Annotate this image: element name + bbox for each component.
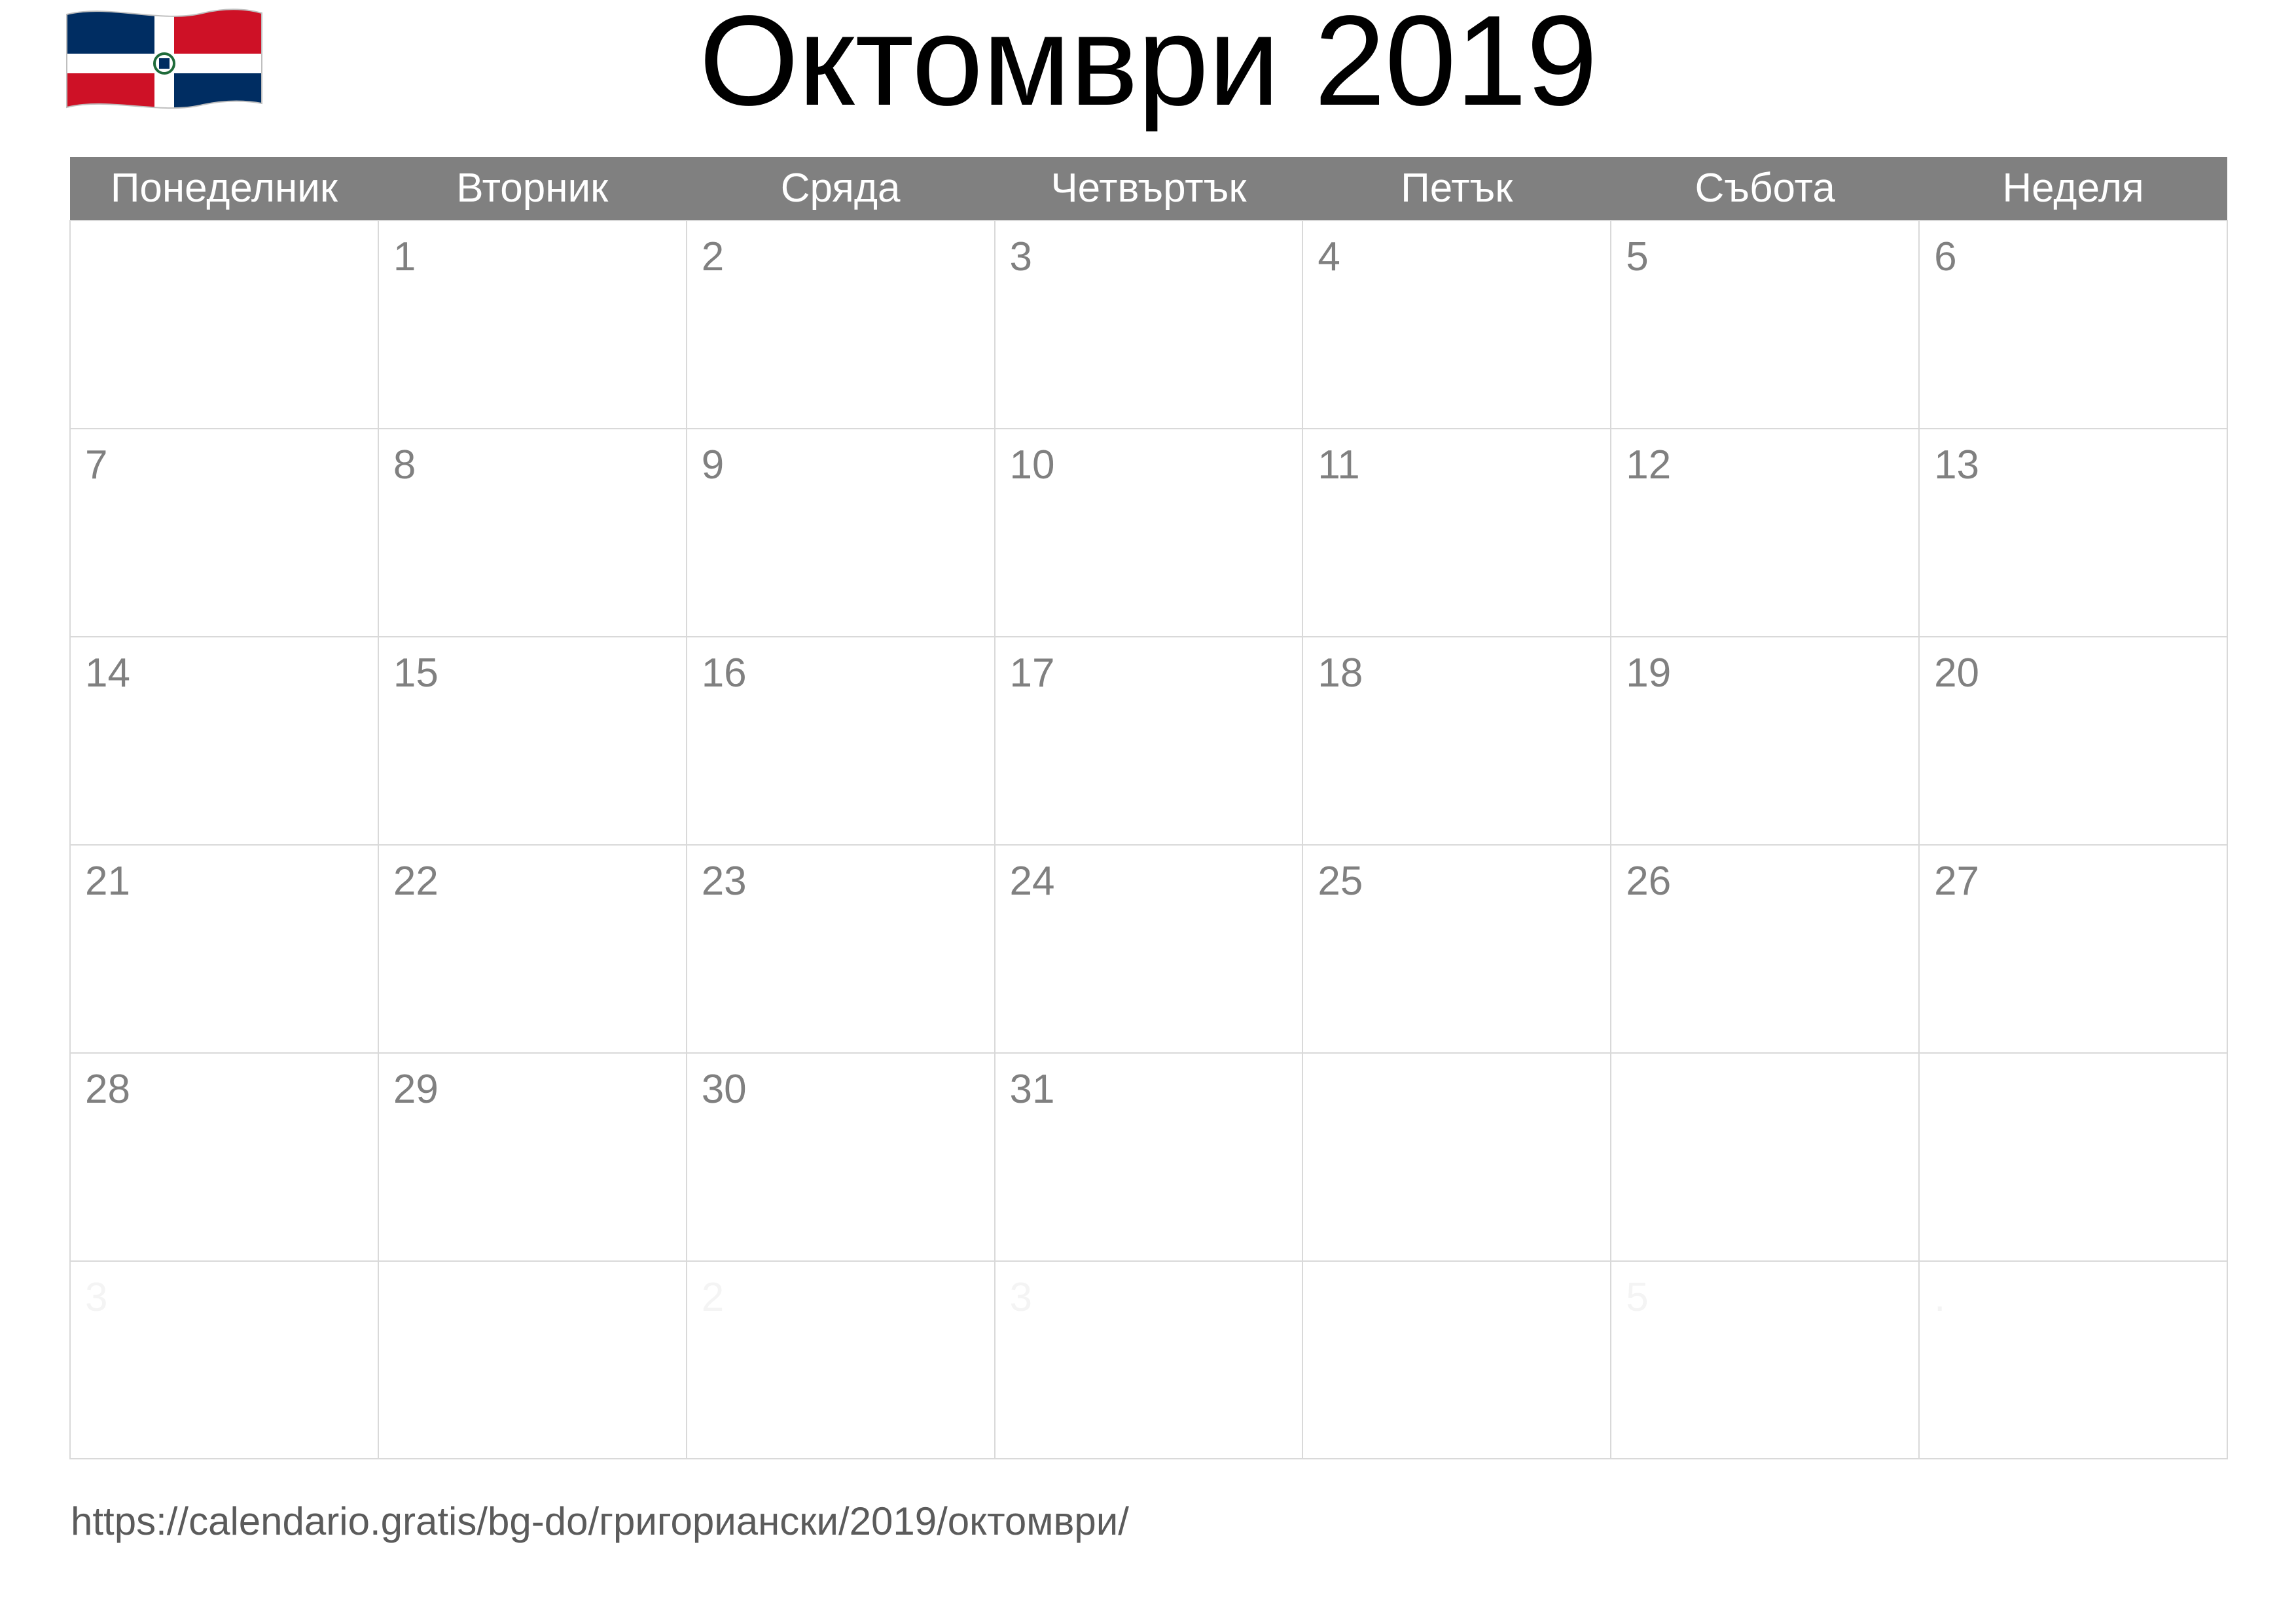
day-number (1920, 1054, 2227, 1069)
calendar-day-cell[interactable] (687, 1261, 995, 1459)
calendar-day-cell[interactable] (378, 1053, 687, 1261)
calendar-day-cell[interactable] (378, 221, 687, 429)
day-number: 21 (85, 859, 130, 904)
calendar-day-cell[interactable] (995, 429, 1303, 637)
day-number: 24 (1009, 859, 1055, 904)
source-url[interactable]: https://calendario.gratis/bg-do/григориански/2019/октомври/ (71, 1499, 1129, 1543)
page-header (0, 0, 2296, 149)
calendar-day-cell[interactable] (995, 1261, 1303, 1459)
calendar-day-cell[interactable] (1611, 1053, 1919, 1261)
day-number: 1 (393, 234, 416, 279)
calendar-day-cell[interactable] (70, 845, 378, 1053)
calendar-day-cell[interactable] (70, 637, 378, 845)
day-number: 11 (1318, 442, 1360, 488)
day-number: 5 (1626, 234, 1649, 279)
calendar-day-cell[interactable] (70, 1261, 378, 1459)
calendar-day-cell[interactable] (1611, 637, 1919, 845)
calendar-day-cell[interactable] (1611, 1261, 1919, 1459)
calendar-day-cell[interactable] (687, 221, 995, 429)
calendar-day-cell[interactable] (1919, 1053, 2227, 1261)
calendar-day-cell[interactable] (1919, 845, 2227, 1053)
calendar-day-cell[interactable] (687, 637, 995, 845)
day-number: 9 (701, 442, 725, 488)
calendar-day-cell[interactable] (378, 637, 687, 845)
calendar-week-row (70, 429, 2227, 637)
calendar-day-cell[interactable] (995, 221, 1303, 429)
calendar-day-cell[interactable] (1611, 221, 1919, 429)
calendar-day-cell[interactable] (687, 845, 995, 1053)
day-number: 15 (393, 651, 439, 696)
calendar-week-row (70, 1053, 2227, 1261)
calendar-week-row-overflow (70, 1261, 2227, 1459)
calendar-day-cell[interactable] (995, 637, 1303, 845)
weekday-header-thursday: Четвъртък (995, 157, 1303, 221)
calendar-day-cell[interactable] (1302, 1261, 1611, 1459)
day-number: 29 (393, 1067, 439, 1112)
calendar-week-row (70, 637, 2227, 845)
calendar-day-cell[interactable] (1302, 637, 1611, 845)
day-number: 19 (1626, 651, 1672, 696)
day-number: 31 (1009, 1067, 1055, 1112)
day-number: 25 (1318, 859, 1363, 904)
day-number (379, 1262, 686, 1277)
day-number: 10 (1009, 442, 1055, 488)
calendar-day-cell[interactable] (1302, 429, 1611, 637)
calendar-day-cell[interactable] (1919, 429, 2227, 637)
day-number: 16 (701, 651, 747, 696)
day-number: 3 (85, 1275, 108, 1320)
weekday-header-friday: Петък (1302, 157, 1611, 221)
day-number: 17 (1009, 651, 1055, 696)
calendar-day-cell[interactable] (1611, 429, 1919, 637)
weekday-header-row (70, 157, 2227, 221)
weekday-header-tuesday: Вторник (378, 157, 687, 221)
day-number (1611, 1054, 1918, 1069)
page-title: Октомври 2019 (699, 0, 1597, 132)
day-number: 27 (1934, 859, 1980, 904)
weekday-header-sunday: Неделя (1919, 157, 2227, 221)
calendar-day-cell[interactable] (995, 845, 1303, 1053)
calendar-day-cell[interactable] (1611, 845, 1919, 1053)
day-number: 12 (1626, 442, 1672, 488)
calendar-day-cell[interactable] (1302, 1053, 1611, 1261)
day-number: 4 (1318, 234, 1340, 279)
day-number: 14 (85, 651, 130, 696)
calendar-day-cell[interactable] (70, 221, 378, 429)
day-number (1303, 1262, 1610, 1277)
day-number: 6 (1934, 234, 1957, 279)
day-number: 2 (701, 234, 725, 279)
day-number (1303, 1054, 1610, 1069)
calendar-day-cell[interactable] (1302, 221, 1611, 429)
calendar-week-row (70, 845, 2227, 1053)
calendar-day-cell[interactable] (1302, 845, 1611, 1053)
calendar-day-cell[interactable] (378, 845, 687, 1053)
calendar-day-cell[interactable] (1919, 637, 2227, 845)
day-number: 28 (85, 1067, 130, 1112)
calendar-day-cell[interactable] (687, 429, 995, 637)
calendar-day-cell[interactable] (70, 429, 378, 637)
calendar-week-row (70, 221, 2227, 429)
day-number: . (1934, 1275, 1946, 1320)
day-number: 5 (1626, 1275, 1649, 1320)
calendar-grid (69, 157, 2228, 1459)
calendar-day-cell[interactable] (995, 1053, 1303, 1261)
calendar-day-cell[interactable] (687, 1053, 995, 1261)
day-number: 8 (393, 442, 416, 488)
calendar-day-cell[interactable] (378, 429, 687, 637)
calendar-day-cell[interactable] (378, 1261, 687, 1459)
weekday-header-wednesday: Сряда (687, 157, 995, 221)
day-number: 23 (701, 859, 747, 904)
day-number: 22 (393, 859, 439, 904)
day-number: 2 (701, 1275, 725, 1320)
day-number: 20 (1934, 651, 1980, 696)
day-number: 26 (1626, 859, 1672, 904)
calendar-day-cell[interactable] (1919, 221, 2227, 429)
calendar-day-cell[interactable] (70, 1053, 378, 1261)
day-number (71, 221, 378, 237)
day-number: 7 (85, 442, 108, 488)
weekday-header-monday: Понеделник (70, 157, 378, 221)
day-number: 3 (1009, 1275, 1033, 1320)
day-number: 3 (1009, 234, 1033, 279)
calendar-day-cell[interactable] (1919, 1261, 2227, 1459)
day-number: 13 (1934, 442, 1980, 488)
day-number: 30 (701, 1067, 747, 1112)
weekday-header-saturday: Събота (1611, 157, 1919, 221)
day-number: 18 (1318, 651, 1363, 696)
